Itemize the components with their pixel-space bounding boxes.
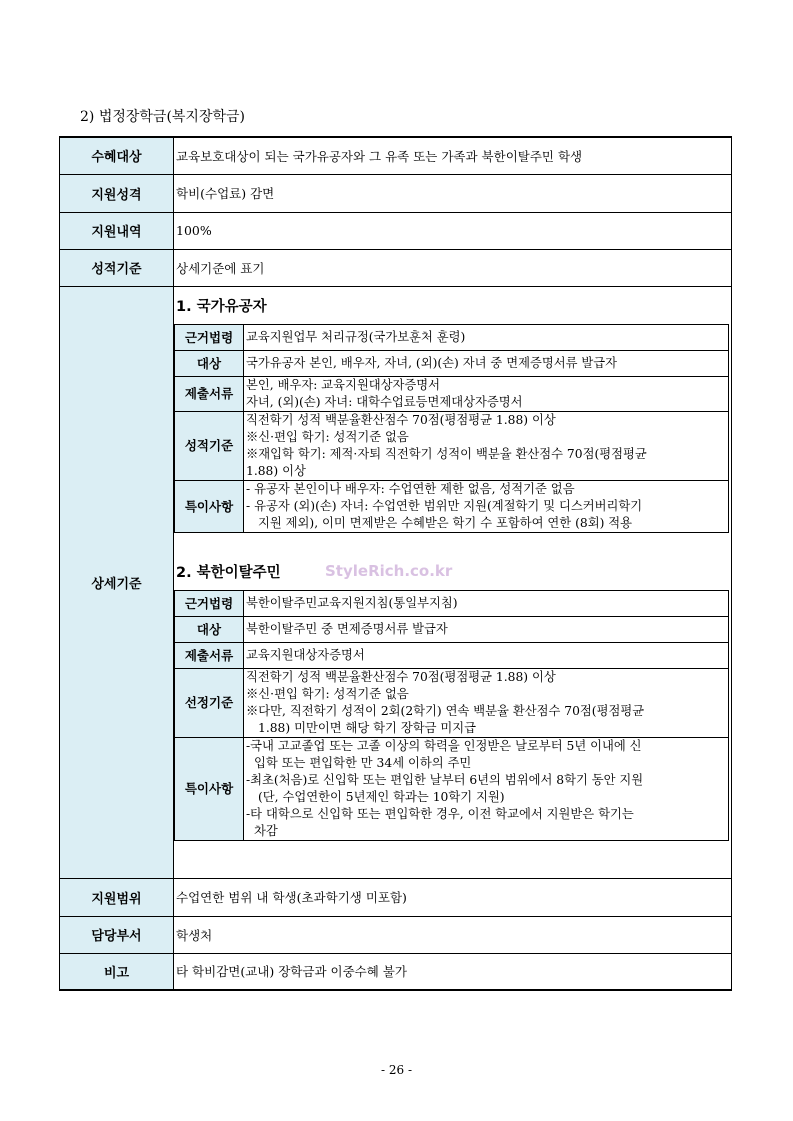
label-note: 비고 — [60, 953, 174, 990]
def-target-value: 북한이탈주민 중 면제증명서류 발급자 — [244, 616, 729, 642]
veterans-heading: 1. 국가유공자 — [176, 298, 267, 315]
def-grade-label: 선정기준 — [175, 668, 244, 737]
value-amount: 100% — [174, 212, 732, 249]
vet-grade-line: ※신·편입 학기: 성적기준 없음 — [246, 429, 409, 444]
vet-docs-line: 본인, 배우자: 교육지원대상자증명서 — [246, 377, 441, 392]
def-grade-value — [244, 668, 729, 737]
section-title: 2) 법정장학금(복지장학금) — [80, 109, 245, 125]
def-special-value — [244, 737, 729, 840]
page-number: - 26 - — [380, 1063, 412, 1077]
vet-target-value: 국가유공자 본인, 배우자, 자녀, (외)(손) 자녀 중 면제증명서류 발급자 — [244, 350, 729, 376]
vet-special-value — [244, 480, 729, 532]
vet-docs-label: 제출서류 — [175, 376, 244, 411]
label-scope: 지원범위 — [60, 878, 174, 916]
value-note: 타 학비감면(교내) 장학금과 이중수혜 불가 — [174, 953, 732, 990]
def-special-line: -국내 고교졸업 또는 고졸 이상의 학력을 인정받은 날로부터 5년 이내에 신 — [246, 738, 642, 753]
vet-special-line: - 유공자 본인이나 배우자: 수업연한 제한 없음, 성적기준 없음 — [246, 481, 575, 496]
def-special-line: 입학 또는 편입학한 만 34세 이하의 주민 — [254, 755, 472, 770]
def-docs-label: 제출서류 — [175, 642, 244, 668]
row-note — [60, 953, 732, 990]
label-dept: 담당부서 — [60, 916, 174, 953]
defectors-heading: 2. 북한이탈주민 — [176, 564, 281, 581]
vet-grade-value — [244, 411, 729, 480]
vet-docs-value — [244, 376, 729, 411]
def-grade-line: ※다만, 직전학기 성적이 2회(2학기) 연속 백분율 환산점수 70점(평점평균 — [246, 703, 645, 718]
def-target-label: 대상 — [175, 616, 244, 642]
vet-docs-line: 자녀, (외)(손) 자녀: 대학수업료등면제대상자증명서 — [246, 394, 523, 409]
vet-basis-label: 근거법령 — [175, 324, 244, 350]
row-type — [60, 174, 732, 212]
row-target — [60, 137, 732, 174]
row-grade — [60, 249, 732, 286]
row-dept — [60, 916, 732, 953]
vet-special-line: 지원 제외), 이미 면제받은 수혜받은 학기 수 포함하여 연한 (8회) 적용 — [258, 515, 633, 530]
label-detail: 상세기준 — [60, 286, 174, 878]
label-grade: 성적기준 — [60, 249, 174, 286]
vet-special-label: 특이사항 — [175, 480, 244, 532]
def-special-line: 차감 — [254, 823, 278, 838]
veterans-table — [174, 324, 729, 533]
value-dept: 학생처 — [174, 916, 732, 953]
def-grade-line: ※신·편입 학기: 성적기준 없음 — [246, 686, 409, 701]
row-detail — [60, 286, 732, 878]
vet-grade-line: 1.88) 이상 — [246, 463, 306, 478]
def-docs-value: 교육지원대상자증명서 — [244, 642, 729, 668]
def-special-line: -최초(처음)로 신입학 또는 편입한 날부터 6년의 범위에서 8학기 동안 지원 — [246, 772, 644, 787]
value-scope: 수업연한 범위 내 학생(초과학기생 미포함) — [174, 878, 732, 916]
def-grade-line: 1.88) 미만이면 해당 학기 장학금 미지급 — [258, 720, 477, 735]
vet-special-line: - 유공자 (외)(손) 자녀: 수업연한 범위만 지원(계절학기 및 디스커버리학기 — [246, 498, 643, 513]
vet-target-label: 대상 — [175, 350, 244, 376]
vet-basis-value: 교육지원업무 처리규정(국가보훈처 훈령) — [244, 324, 729, 350]
def-special-line: (단, 수업연한이 5년제인 학과는 10학기 지원) — [258, 789, 505, 804]
def-special-label: 특이사항 — [175, 737, 244, 840]
detail-cell — [174, 286, 732, 878]
def-basis-label: 근거법령 — [175, 590, 244, 616]
watermark: StyleRich.co.kr — [325, 562, 453, 580]
row-amount — [60, 212, 732, 249]
value-grade: 상세기준에 표기 — [174, 249, 732, 286]
value-type: 학비(수업료) 감면 — [174, 174, 732, 212]
defectors-table — [174, 590, 729, 841]
label-amount: 지원내역 — [60, 212, 174, 249]
def-grade-line: 직전학기 성적 백분율환산점수 70점(평점평균 1.88) 이상 — [246, 669, 556, 684]
value-target: 교육보호대상이 되는 국가유공자와 그 유족 또는 가족과 북한이탈주민 학생 — [174, 137, 732, 174]
label-type: 지원성격 — [60, 174, 174, 212]
vet-grade-label: 성적기준 — [175, 411, 244, 480]
row-scope — [60, 878, 732, 916]
vet-grade-line: 직전학기 성적 백분율환산점수 70점(평점평균 1.88) 이상 — [246, 412, 556, 427]
label-target: 수혜대상 — [60, 137, 174, 174]
def-special-line: -타 대학으로 신입학 또는 편입학한 경우, 이전 학교에서 지원받은 학기는 — [246, 806, 634, 821]
def-basis-value: 북한이탈주민교육지원지침(통일부지침) — [244, 590, 729, 616]
vet-grade-line: ※재입학 학기: 제적·자퇴 직전학기 성적이 백분율 환산점수 70점(평점평균 — [246, 446, 647, 461]
